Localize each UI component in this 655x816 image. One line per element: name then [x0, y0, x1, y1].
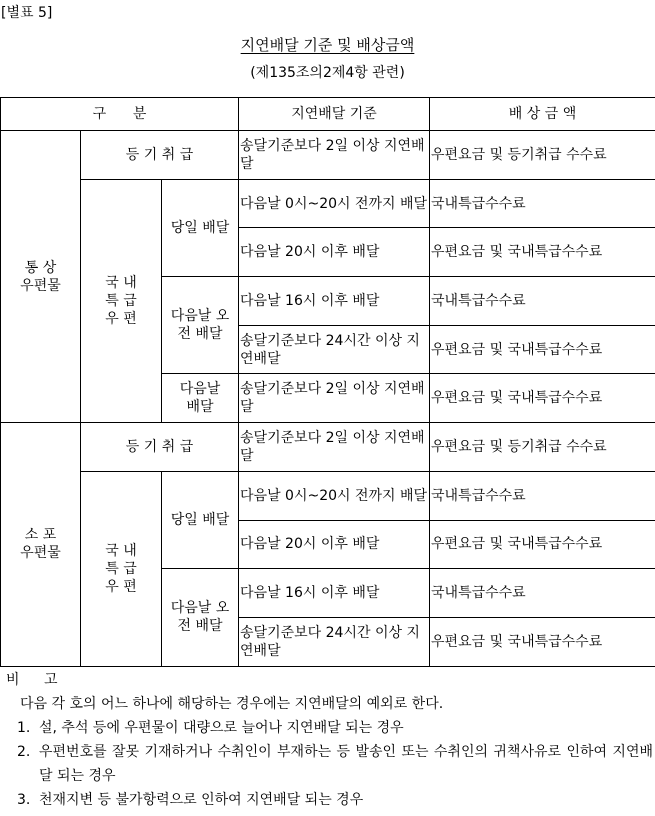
table-row: [1, 179, 655, 228]
table-header-row: [1, 98, 655, 131]
criteria-cell: 송달기준보다 2일 이상 지연배달: [239, 423, 430, 472]
sub-same-day: 당일 배달: [162, 471, 239, 568]
compensation-cell: 우편요금 및 국내특급수수료: [430, 228, 655, 277]
sub-same-day: 당일 배달: [162, 179, 239, 276]
compensation-cell: 국내특급수수료: [430, 277, 655, 326]
criteria-cell: 다음날 20시 이후 배달: [239, 520, 430, 569]
type-express: 국 내 특 급 우 편: [81, 179, 162, 422]
criteria-cell: 송달기준보다 2일 이상 지연배달: [239, 374, 430, 423]
compensation-cell: 우편요금 및 국내특급수수료: [430, 617, 655, 666]
compensation-cell: 국내특급수수료: [430, 471, 655, 520]
document-title: [0, 34, 655, 55]
remarks-item-number: 3.: [17, 792, 31, 808]
type-registered: 등 기 취 급: [81, 423, 239, 472]
remarks-item: [0, 788, 655, 812]
remarks-item-text: 설, 추석 등에 우편물이 대량으로 늘어나 지연배달 되는 경우: [39, 720, 404, 736]
compensation-cell: 우편요금 및 등기취급 수수료: [430, 131, 655, 180]
type-registered: 등 기 취 급: [81, 131, 239, 180]
remarks-item-number: 1.: [17, 720, 31, 736]
header-criteria: 지연배달 기준: [239, 98, 430, 131]
compensation-cell: 우편요금 및 국내특급수수료: [430, 325, 655, 374]
sub-next-morning: 다음날 오 전 배달: [162, 569, 239, 666]
criteria-cell: 다음날 20시 이후 배달: [239, 228, 430, 277]
sub-next-morning: 다음날 오 전 배달: [162, 277, 239, 374]
remarks-section: [0, 668, 655, 812]
compensation-cell: 국내특급수수료: [430, 569, 655, 618]
remarks-item: [0, 716, 655, 740]
remarks-heading: 비 고: [6, 672, 68, 688]
criteria-cell: 송달기준보다 24시간 이상 지연배달: [239, 325, 430, 374]
header-compensation: 배 상 금 액: [430, 98, 655, 131]
group-parcel-mail: 소 포 우편물: [1, 423, 81, 666]
compensation-cell: 국내특급수수료: [430, 179, 655, 228]
group-letter-mail: 통 상 우편물: [1, 131, 81, 423]
compensation-cell: 우편요금 및 등기취급 수수료: [430, 423, 655, 472]
criteria-cell: 다음날 16시 이후 배달: [239, 569, 430, 618]
title-text: 지연배달 기준 및 배상금액: [240, 36, 415, 54]
table-row: [1, 423, 655, 472]
remarks-item: [0, 740, 655, 788]
annex-label: [별표 5]: [1, 5, 53, 21]
remarks-item-text: 천재지변 등 불가항력으로 인하여 지연배달 되는 경우: [39, 792, 364, 808]
criteria-cell: 다음날 0시~20시 전까지 배달: [239, 471, 430, 520]
header-category: 구 분: [1, 98, 239, 131]
compensation-table: [0, 97, 655, 667]
compensation-cell: 우편요금 및 국내특급수수료: [430, 520, 655, 569]
sub-next-day: 다음날 배달: [162, 374, 239, 423]
remarks-item-text: 우편번호를 잘못 기재하거나 수취인이 부재하는 등 발송인 또는 수취인의 귀책사유로 인하여 지연배달 되는 경우: [39, 744, 653, 784]
type-express: 국 내 특 급 우 편: [81, 471, 162, 666]
table-row: [1, 471, 655, 520]
compensation-cell: 우편요금 및 국내특급수수료: [430, 374, 655, 423]
criteria-cell: 다음날 0시~20시 전까지 배달: [239, 179, 430, 228]
table-row: [1, 131, 655, 180]
criteria-cell: 다음날 16시 이후 배달: [239, 277, 430, 326]
document-subtitle: (제135조의2제4항 관련): [250, 65, 405, 81]
remarks-item-number: 2.: [17, 744, 31, 760]
remarks-intro: 다음 각 호의 어느 하나에 해당하는 경우에는 지연배달의 예외로 한다.: [20, 696, 444, 712]
criteria-cell: 송달기준보다 24시간 이상 지연배달: [239, 617, 430, 666]
criteria-cell: 송달기준보다 2일 이상 지연배달: [239, 131, 430, 180]
